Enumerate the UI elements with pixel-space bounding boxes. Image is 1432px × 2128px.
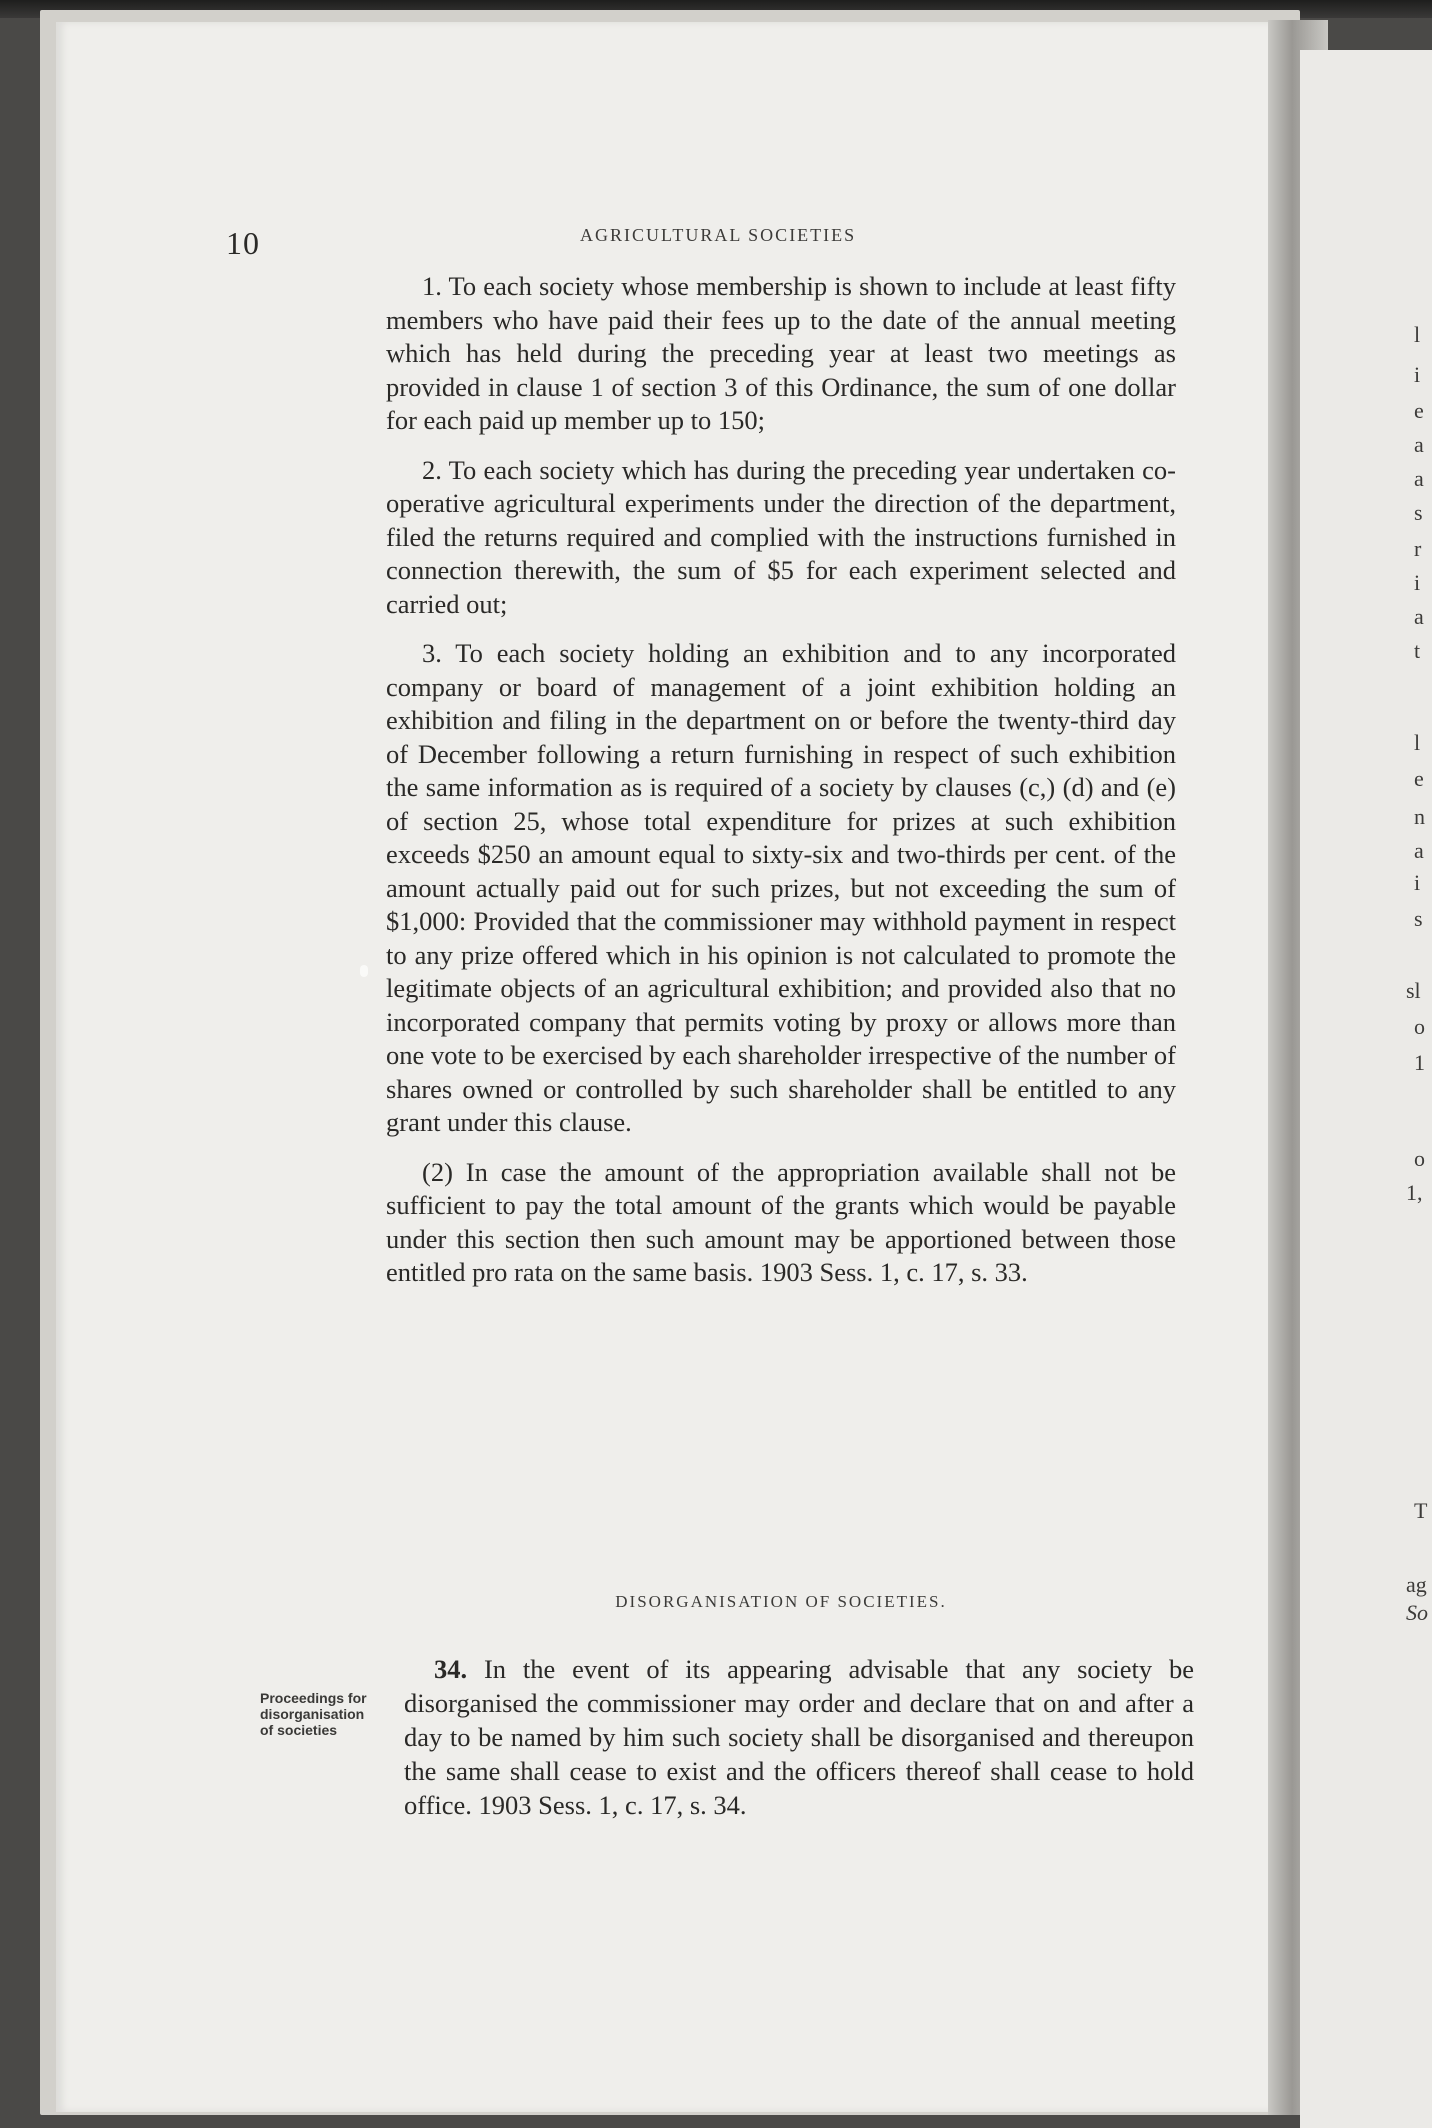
facing-page-fragment: a	[1414, 838, 1424, 863]
facing-page-fragment: i	[1414, 362, 1421, 387]
facing-page-fragment: t	[1414, 638, 1421, 663]
paper-speck	[360, 965, 368, 977]
facing-page-fragment: 1,	[1406, 1180, 1423, 1205]
subsection-2: (2) In case the amount of the appropriation available shall not be sufficient to pay the total amount of the grants which would be payable under this section then such amount may be apportioned between those entitled pro rata on the same basis. 1903 Sess. 1, c. 17, s. 33.	[386, 1156, 1176, 1287]
margin-note: Proceedings for disorganisation of societies	[260, 1690, 367, 1738]
section-number: 34.	[434, 1654, 468, 1684]
facing-page-fragment: r	[1414, 536, 1422, 561]
section-34	[404, 1652, 1194, 1822]
facing-page-fragment: So	[1406, 1600, 1428, 1625]
facing-page-fragment: a	[1414, 432, 1424, 457]
running-title: AGRICULTURAL SOCIETIES	[580, 225, 857, 245]
clause-2: 2. To each society which has during the preceding year undertaken co-operative agricultural experiments under the direction of the department, filed the returns required and complied with the instructions furnished in connection therewith, the sum of $5 for each experiment selected and carried out;	[386, 454, 1176, 619]
section-heading: DISORGANISATION OF SOCIETIES.	[615, 1592, 947, 1611]
page-number: 10	[226, 225, 260, 261]
facing-page-fragment: i	[1414, 870, 1421, 895]
facing-page-fragment: l	[1414, 730, 1421, 755]
grant-clauses	[386, 270, 1176, 1306]
facing-page-fragment: T	[1414, 1498, 1428, 1523]
facing-page-fragment: l	[1414, 322, 1421, 347]
facing-page-fragment: ag	[1406, 1572, 1427, 1597]
facing-page-fragment: i	[1414, 570, 1421, 595]
running-head	[0, 215, 1432, 261]
facing-page-fragment: e	[1414, 766, 1424, 791]
section-34-text: In the event of its appearing advisable that any society be disorganised the commissioner may order and declare that on and after a day to be named by him such society shall be disorganised and thereupon the same shall cease to exist and the officers thereof shall cease to hold office. 1903 Sess. 1, c. 17, s. 34.	[404, 1654, 1195, 1820]
facing-page-fragment: a	[1414, 604, 1424, 629]
facing-page-fragment: n	[1414, 804, 1425, 829]
facing-page-fragment: sl	[1406, 978, 1421, 1003]
facing-page-fragment: 1	[1414, 1050, 1425, 1075]
facing-page-fragment: o	[1414, 1014, 1425, 1039]
facing-page-fragment: o	[1414, 1146, 1425, 1171]
facing-page-fragment: e	[1414, 398, 1424, 423]
facing-page-fragment: s	[1414, 500, 1423, 525]
clause-1: 1. To each society whose membership is shown to include at least fifty members who have paid their fees up to the date of the annual meeting which has held during the preceding year at least two meetings as provided in clause 1 of section 3 of this Ordinance, the sum of one dollar for each paid up member up to 150;	[386, 271, 1176, 435]
clause-3: 3. To each society holding an exhibition and to any incorporated company or board of management of a joint exhibition holding an exhibition and filing in the department on or before the twenty-third day of December following a return furnishing in respect of such exhibition the same information as is required of a society by clauses (c,) (d) and (e) of section 25, whose total expenditure for prizes at such exhibition exceeds $250 an amount equal to sixty-six and two-thirds per cent. of the amount actually paid out for such prizes, but not exceeding the sum of $1,000: Provided that the commissioner may withhold payment in respect to any prize offered which in his opinion is not calculated to promote the legitimate objects of an agricultural exhibition; and provided also that no incorporated company that permits voting by proxy or allows more than one vote to be exercised by each shareholder irrespective of the number of shares owned or controlled by such shareholder shall be entitled to any grant under this clause.	[386, 638, 1176, 1137]
facing-page-fragment: a	[1414, 466, 1424, 491]
facing-page	[1300, 50, 1432, 2128]
facing-page-fragment: s	[1414, 906, 1423, 931]
